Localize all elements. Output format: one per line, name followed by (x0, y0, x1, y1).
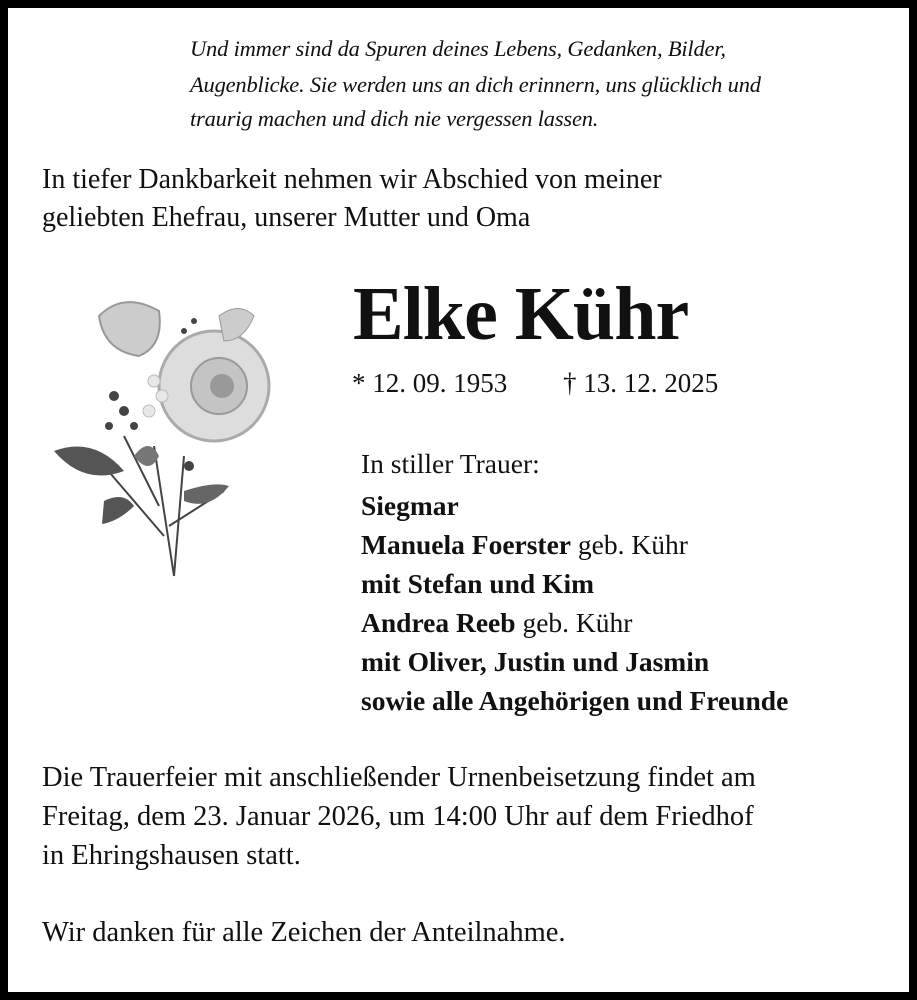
mourner-name: Andrea Reeb (361, 607, 516, 638)
mourner-name: Siegmar (361, 490, 459, 521)
mourner-name: mit Oliver, Justin und Jasmin (361, 646, 710, 677)
mourner-note: geb. Kühr (571, 529, 688, 560)
mourner-note: geb. Kühr (515, 607, 633, 638)
mourners-heading: In stiller Trauer: (361, 448, 540, 479)
verse-line: Augenblicke. Sie werden uns an dich erinnern, uns glücklich und (190, 72, 761, 97)
mourner-line (361, 648, 709, 676)
mourner-line (361, 570, 594, 598)
mourner-line (361, 492, 459, 520)
deceased-name: Elke Kühr (353, 272, 689, 356)
intro-line: In tiefer Dankbarkeit nehmen wir Abschied von meiner (42, 164, 662, 195)
ceremony-line: Die Trauerfeier mit anschließender Urnenbeisetzung findet am (42, 762, 756, 793)
verse-line: traurig machen und dich nie vergessen lassen. (190, 106, 599, 131)
verse-line: Und immer sind da Spuren deines Lebens, Gedanken, Bilder, (190, 36, 726, 61)
mourner-name: Manuela Foerster (361, 529, 571, 560)
intro-line: geliebten Ehefrau, unserer Mutter und Oma (42, 202, 531, 233)
thanks-line: Wir danken für alle Zeichen der Anteilnahme. (42, 917, 566, 948)
mourner-name: mit Stefan und Kim (361, 568, 595, 599)
death-date: † 13. 12. 2025 (563, 368, 719, 398)
mourner-line (361, 609, 632, 637)
mourner-line (361, 687, 788, 715)
obituary-notice (8, 8, 909, 992)
ceremony-line: in Ehringshausen statt. (42, 840, 301, 871)
mourner-name: sowie alle Angehörigen und Freunde (361, 685, 789, 716)
mourner-line (361, 531, 688, 559)
rose-bouquet-icon (44, 286, 289, 586)
ceremony-line: Freitag, dem 23. Januar 2026, um 14:00 Uhr auf dem Friedhof (42, 801, 754, 832)
birth-date: * 12. 09. 1953 (352, 368, 508, 398)
